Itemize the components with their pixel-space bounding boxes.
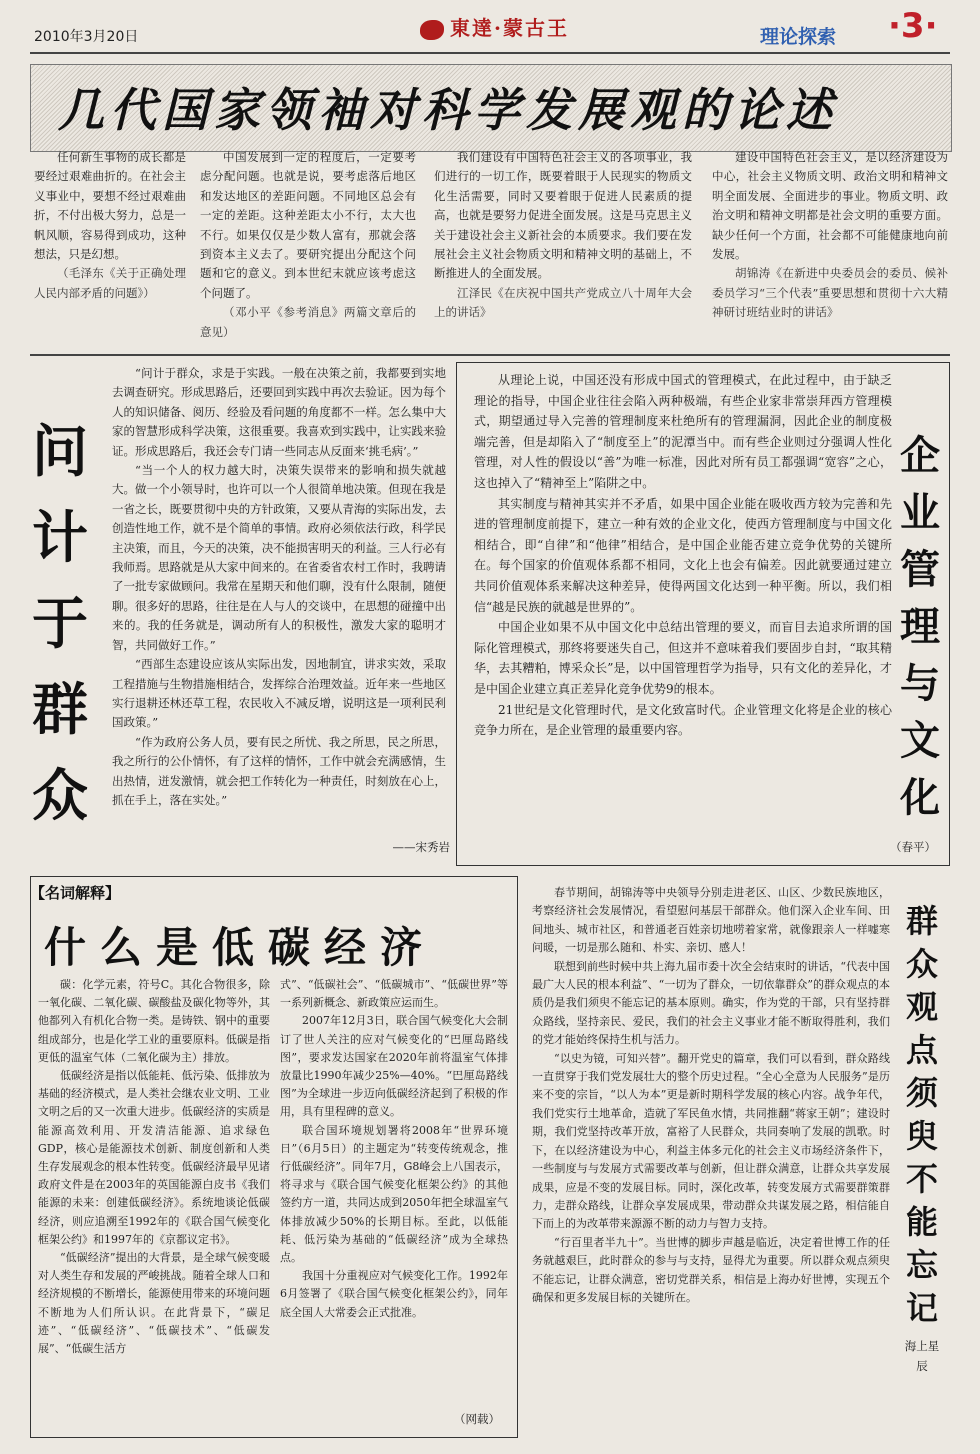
ditan-paragraph: 碳：化学元素，符号C。其化合物很多，除一氧化碳、二氧化碳、碳酸盐及碳化物等外，其他都列入有机化合物一类。是铸铁、钢中的重要组成部分，也是化学工业的重要原料。低碳是指更低的温室气体（二氧化碳为主）排放。 (38, 978, 270, 1064)
qunzhong-paragraph: “以史为镜，可知兴替”。翻开党史的篇章，我们可以看到，群众路线一直贯穿于我们党发展壮大的整个历史过程。“全心全意为人民服务”是历来不变的宗旨，“以人为本”更是新时期科学发展的核心内容。战争年代，我们党实行土地革命，造就了军民鱼水情，共同推翻“蒋家王朝”；建设时期，我们党坚持改革开放，富裕了人民群众，共同奏响了发展的凯歌。时下，在以经济建设为中心，利益主体多元化的社会主义市场经济条件下，一些制度与与发展方式需要改革与创新，但让群众满意，让群众共享发展成果，应是不变的发展目标。同时，深化改革，转变发展方式需要群策群力，走群众路线，让群众享发展成果，带动群众共谋发展之路，相信能自下而上的为改革带来源源不断的动力与智力支持。 (532, 1051, 890, 1231)
quote-text: 任何新生事物的成长都是要经过艰难曲折的。在社会主义事业中，要想不经过艰难曲折，不付出极大努力，总是一帆风顺，容易得到成功，这种想法，只是幻想。 (34, 150, 186, 262)
qunzhong-body (532, 884, 890, 1432)
quote-text: 中国发展到一定的程度后，一定要考虑分配问题。也就是说，要考虑落后地区和发达地区的差距问题。不同地区总会有一定的差距。这种差距太小不行，太大也不行。如果仅仅是少数人富有，那就会落到资本主义去了。要研究提出分配这个问题和它的意义。到本世纪末就应该考虑这个问题了。 (200, 150, 416, 300)
wenji-body (112, 364, 446, 862)
quote-source: 胡锦涛《在新进中央委员会的委员、候补委员学习“三个代表”重要思想和贯彻十六大精神研讨班结业时的讲话》 (712, 266, 948, 320)
qunzhong-paragraph: 春节期间，胡锦涛等中央领导分别走进老区、山区、少数民族地区，考察经济社会发展情况，看望慰问基层干部群众。他们深入企业车间、田间地头、城市社区，和普通老百姓亲切地唠着家常，就像跟亲人一样嘘寒问暖，一切是那么随和、朴实、亲切、感人！ (532, 886, 890, 955)
qunzhong-author: 海上星辰 (904, 1339, 940, 1373)
ditan-title: 什么是低碳经济 (44, 923, 437, 972)
wenji-paragraph: “西部生态建设应该从实际出发，因地制宜，讲求实效，采取工程措施与生物措施相结合，发挥综合治理效益。近年来一些地区实行退耕还林还草工程，农民收入不减反增，说明这是一项利民利国政策。” (112, 657, 446, 730)
quote-column-4 (712, 148, 948, 348)
qiye-paragraph: 其实制度与精神其实并不矛盾，如果中国企业能在吸收西方较为完善和先进的管理制度前提下，建立一种有效的企业文化，使西方管理制度与中国文化相结合，即“自律”和“他律”相结合，是中国企业能否建立竞争优势的关键所在。每个国家的价值观体系都不相同，文化上也会有偏差。因此就要通过建立共同价值观体系来解决这种差异，使得两国文化达到一种平衡。所以，我们相信“越是民族的就越是世界的”。 (474, 496, 892, 614)
section-name: 理论探索 (760, 26, 837, 48)
ditan-paragraph: 低碳经济是指以低能耗、低污染、低排放为基础的经济模式，是人类社会继农业文明、工业文明之后的又一次重大进步。低碳经济的实质是能源高效利用、开发清洁能源、追求绿色GDP，核心是能源技术创新、制度创新和人类生存发展观念的根本性转变。低碳经济最早见诸政府文件是在2003年的英国能源白皮书《我们能源的未来：创建低碳经济》。系统地谈论低碳经济，则应追溯至1992年的《联合国气候变化框架公约》和1997年的《京都议定书》。 (38, 1069, 270, 1246)
qiye-paragraph: 从理论上说，中国还没有形成中国式的管理模式，在此过程中，由于缺乏理论的指导，中国企业往往会陷入两种极端，有些企业家非常崇拜西方管理模式，期望通过导入完善的管理制度来杜绝所有的管理漏洞，因此企业的制度极端完善，但是却陷入了“制度至上”的泥潭当中。而有些企业则过分强调人性化管理，对人性的假设以“善”为唯一标准，因此对所有员工都强调“宽容”之心，这也掉入了“精神至上”陷阱之中。 (474, 373, 892, 490)
masthead-logo (420, 12, 569, 41)
quote-text: 建设中国特色社会主义，是以经济建设为中心，社会主义物质文明、政治文明和精神文明全面发展、全面进步的事业。物质文明、政治文明和精神文明都是社会文明的重要方面。缺少任何一个方面，社会都不可能健康地向前发展。 (712, 150, 948, 262)
wenji-paragraph: “当一个人的权力越大时，决策失误带来的影响和损失就越大。做一个小领导时，也许可以一个人很简单地决策。但现在我是一省之长，既要贯彻中央的方针政策，又要从青海的实际出发，去创造性地工作，就不是个简单的事情。政府必须依法行政，科学民主决策，而且，今天的决策，决不能损害明天的利益。三人行必有我师焉。思路就是从大家中间来的。在省委省农村工作时，我聘请了一批专家做顾问。我常在星期天和他们聊，没有什么限制，随便聊。很多好的思路，往往是在人与人的交谈中，在思想的碰撞中出来的。我的任务就是，调动所有人的积极性，激发大家的聪明才智，共同做好工作。” (112, 463, 446, 652)
section-divider (30, 354, 950, 356)
wenji-author: ——宋秀岩 (392, 840, 450, 854)
qiye-title: 企业管理与文化 (900, 433, 940, 821)
ditan-paragraph: 式”、“低碳社会”、“低碳城市”、“低碳世界”等一系列新概念、新政策应运而生。 (280, 978, 508, 1010)
quote-column-1 (34, 148, 186, 348)
masthead-text: 東達·蒙古王 (450, 16, 569, 40)
ditan-author: （网载） (454, 1412, 500, 1426)
wenji-paragraph: “问计于群众，求是于实践。一般在决策之前，我都要到实地去调查研究。形成思路后，还要回到实践中再次去验证。因为每个人的知识储备、阅历、经验及看问题的角度都不一样。怎么集中大家的智慧形成科学决策，这很重要。我喜欢到实践中，让实践来验证。形成思路后，我还会专门请一些同志从反面来‘挑毛病’。” (112, 366, 446, 458)
page-number: ·3· (888, 6, 938, 46)
quote-text: 我们建设有中国特色社会主义的各项事业，我们进行的一切工作，既要着眼于人民现实的物质文化生活需要，同时又要着眼于促进人民素质的提高，也就是要努力促进全面发展。这是马克思主义关于建设社会主义新社会的本质要求。我们要在发展社会主义社会物质文明和精神文明的基础上，不断推进人的全面发展。 (434, 150, 692, 281)
qiye-author: （春平） (890, 840, 936, 854)
ditan-paragraph: 我国十分重视应对气候变化工作。1992年6月签署了《联合国气候变化框架公约》，同年底全国人大常委会正式批准。 (280, 1269, 508, 1319)
ditan-column-2 (280, 976, 508, 1428)
ditan-paragraph: 2007年12月3日，联合国气候变化大会制订了世人关注的应对气候变化的“巴厘岛路线图”，要求发达国家在2020年前将温室气体排放量比1990年减少25%—40%。“巴厘岛路线图”为全球进一步迈向低碳经济起到了积极的作用，具有里程碑的意义。 (280, 1014, 508, 1119)
qunzhong-paragraph: 联想到前些时候中共上海九届市委十次全会结束时的讲话，“代表中国最广大人民的根本利益”、“一切为了群众，一切依靠群众”的群众观点的本质仍是我们须臾不能忘记的基本原则。确实，作为党的干部，只有坚持群众路线，坚持亲民、爱民，我们的社会主义事业才能不断取得胜利，我们的党才能始终保持生机与活力。 (532, 959, 890, 1047)
qunzhong-title: 群众观点须臾不能忘记 (905, 902, 938, 1327)
qiye-body (474, 370, 892, 840)
ditan-paragraph: 联合国环境规划署将2008年“世界环境日”（6月5日）的主题定为“转变传统观念，推行低碳经济”。同年7月，G8峰会上八国表示，将寻求与《联合国气候变化框架公约》的其他签约方一道，共同达成到2050年把全球温室气体排放减少50%的长期目标。至此，以低能耗、低污染为基础的“低碳经济”成为全球热点。 (280, 1123, 508, 1265)
ditan-column-1 (38, 976, 270, 1428)
qiye-paragraph: 中国企业如果不从中国文化中总结出管理的要义，而盲目去追求所谓的国际化管理模式，那终将要迷失自己，但这并不意味着我们要固步自封，“取其精华，去其糟粕，博采众长”是，以中国管理哲学为指导，只有文化的差异化，才是中国企业建立真正差异化竞争优势9的根本。 (474, 620, 892, 696)
quote-source: （毛泽东《关于正确处理人民内部矛盾的问题》） (34, 266, 186, 300)
issue-date: 2010年3月20日 (34, 29, 139, 45)
quote-column-3 (434, 148, 692, 348)
quote-source: （邓小平《参考消息》两篇文章后的意见） (200, 305, 416, 339)
ditan-tag: 【名词解释】 (30, 884, 121, 902)
quote-column-2 (200, 148, 416, 348)
quote-source: 江泽民《在庆祝中国共产党成立八十周年大会上的讲话》 (434, 285, 692, 320)
qiye-paragraph: 21世纪是文化管理时代，是文化致富时代。企业管理文化将是企业的核心竞争力所在，是企业管理的最重要内容。 (474, 702, 892, 738)
ditan-paragraph: “低碳经济”提出的大背景，是全球气候变暖对人类生存和发展的严峻挑战。随着全球人口和经济规模的不断增长，能源使用带来的环境问题不断地为人们所认识。在此背景下，“碳足迹”、“低碳经济”、“低碳技术”、“低碳发展”、“低碳生活方 (38, 1251, 270, 1356)
qunzhong-paragraph: “行百里者半九十”。当世博的脚步声越是临近，决定着世博工作的任务就越艰巨，此时群众的参与与支持，显得尤为重要。所以群众观点须臾不能忘记，让群众满意，密切党群关系，相信是上海办好世博，实现五个确保和更多发展目标的关键所在。 (532, 1235, 890, 1304)
main-headline: 几代国家领袖对科学发展观的论述 (58, 83, 838, 137)
wenji-title: 问计于群众 (32, 420, 88, 829)
masthead-emblem-icon (420, 20, 444, 40)
header-rule (30, 52, 950, 54)
wenji-paragraph: “作为政府公务人员，要有民之所忧、我之所思，民之所思，我之所行的公仆情怀，有了这样的情怀，工作中就会充满感情，生出热情，迸发激情，就会把工作转化为一种责任，时刻放在心上，抓在手上，落在实处。” (112, 734, 446, 807)
